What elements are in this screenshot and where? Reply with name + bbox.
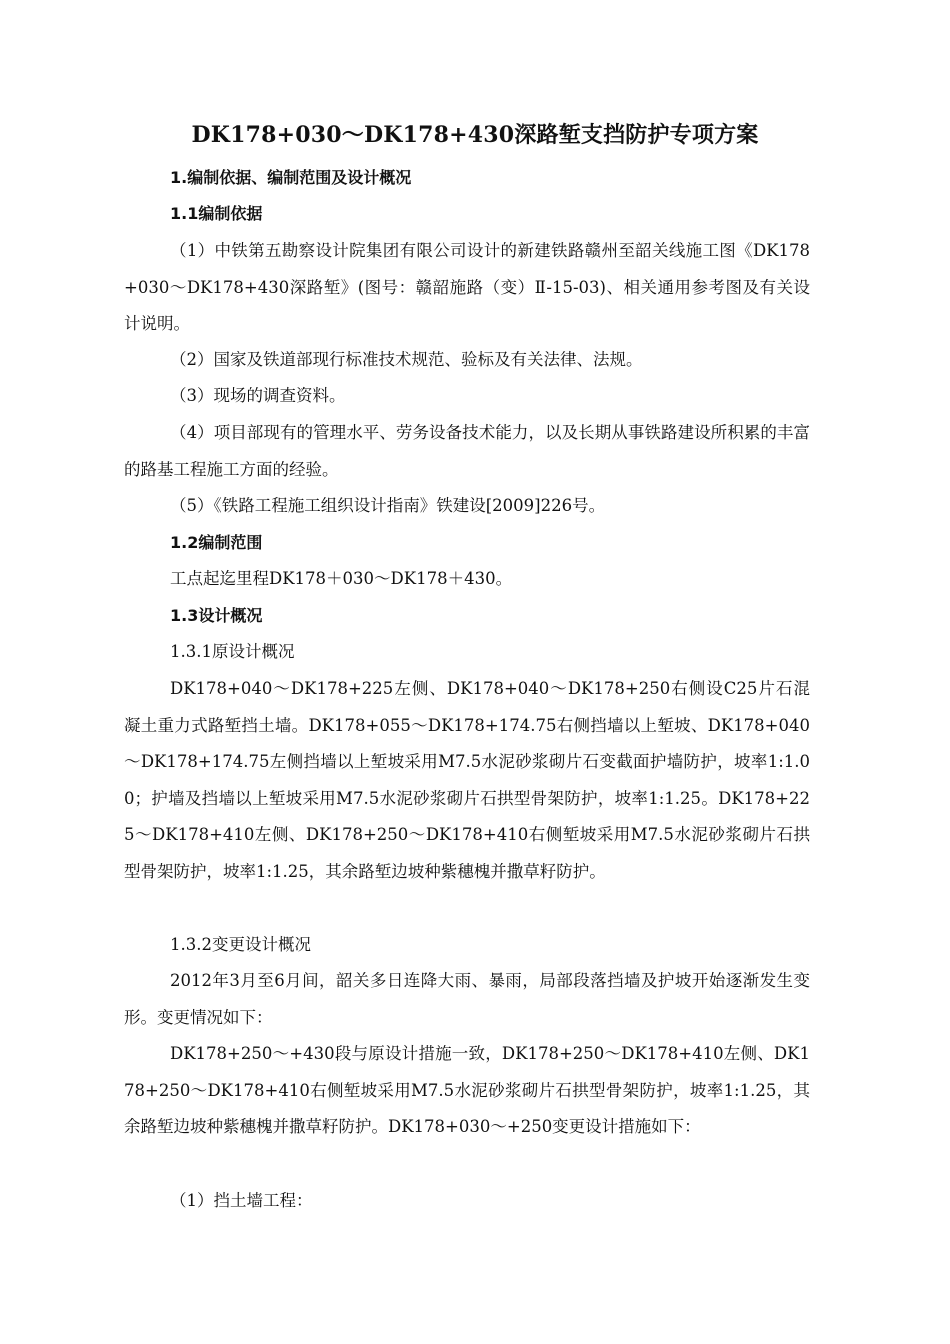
section-1-2-paragraph: 工点起迄里程DK178＋030～DK178＋430。 bbox=[170, 569, 513, 588]
section-1-heading: 1.编制依据、编制范围及设计概况 bbox=[170, 168, 412, 187]
section-1-3-heading: 1.3设计概况 bbox=[170, 606, 263, 625]
section-1-1-item-1: （1）中铁第五勘察设计院集团有限公司设计的新建铁路赣州至韶关线施工图《DK178+030～DK178+430深路堑》(图号：赣韶施路（变）Ⅱ-15-03)、相关通用参考图及有关设计说明。 bbox=[124, 241, 810, 333]
section-1-3-2-item-1: （1）挡土墙工程： bbox=[170, 1191, 313, 1210]
document-title: DK178+030～DK178+430深路堑支挡防护专项方案 bbox=[191, 122, 759, 148]
section-1-1-item-2: （2）国家及铁道部现行标准技术规范、验标及有关法律、法规。 bbox=[170, 350, 643, 369]
section-1-3-1-heading: 1.3.1原设计概况 bbox=[170, 642, 295, 661]
section-1-3-2-paragraph-2: DK178+250～+430段与原设计措施一致，DK178+250～DK178+410左侧、DK178+250～DK178+410右侧堑坡采用M7.5水泥砂浆砌片石拱型骨架防护，坡率1:1.25，其余路堑边坡种紫穗槐并撒草籽防护。DK178+030～+250变更设计措施如下： bbox=[124, 1044, 810, 1136]
section-1-1-item-4: （4）项目部现有的管理水平、劳务设备技术能力，以及长期从事铁路建设所积累的丰富的路基工程施工方面的经验。 bbox=[124, 423, 810, 479]
section-1-1-heading: 1.1编制依据 bbox=[170, 204, 263, 223]
section-1-2-heading: 1.2编制范围 bbox=[170, 533, 263, 552]
section-1-3-2-heading: 1.3.2变更设计概况 bbox=[170, 935, 311, 954]
section-1-1-item-5: （5）《铁路工程施工组织设计指南》铁建设[2009]226号。 bbox=[170, 496, 606, 515]
section-1-3-1-paragraph: DK178+040～DK178+225左侧、DK178+040～DK178+250右侧设C25片石混凝土重力式路堑挡土墙。DK178+055～DK178+174.75右侧挡墙以上堑坡、DK178+040～DK178+174.75左侧挡墙以上堑坡采用M7.5水泥砂浆砌片石变截面护墙防护，坡率1:1.00；护墙及挡墙以上堑坡采用M7.5水泥砂浆砌片石拱型骨架防护，坡率1:1.25。DK178+225～DK178+410左侧、DK178+250～DK178+410右侧堑坡采用M7.5水泥砂浆砌片石拱型骨架防护，坡率1:1.25，其余路堑边坡种紫穗槐并撒草籽防护。 bbox=[124, 679, 810, 881]
section-1-3-2-paragraph-1: 2012年3月至6月间，韶关多日连降大雨、暴雨，局部段落挡墙及护坡开始逐渐发生变形。变更情况如下： bbox=[124, 971, 810, 1027]
section-1-1-item-3: （3）现场的调查资料。 bbox=[170, 386, 346, 405]
